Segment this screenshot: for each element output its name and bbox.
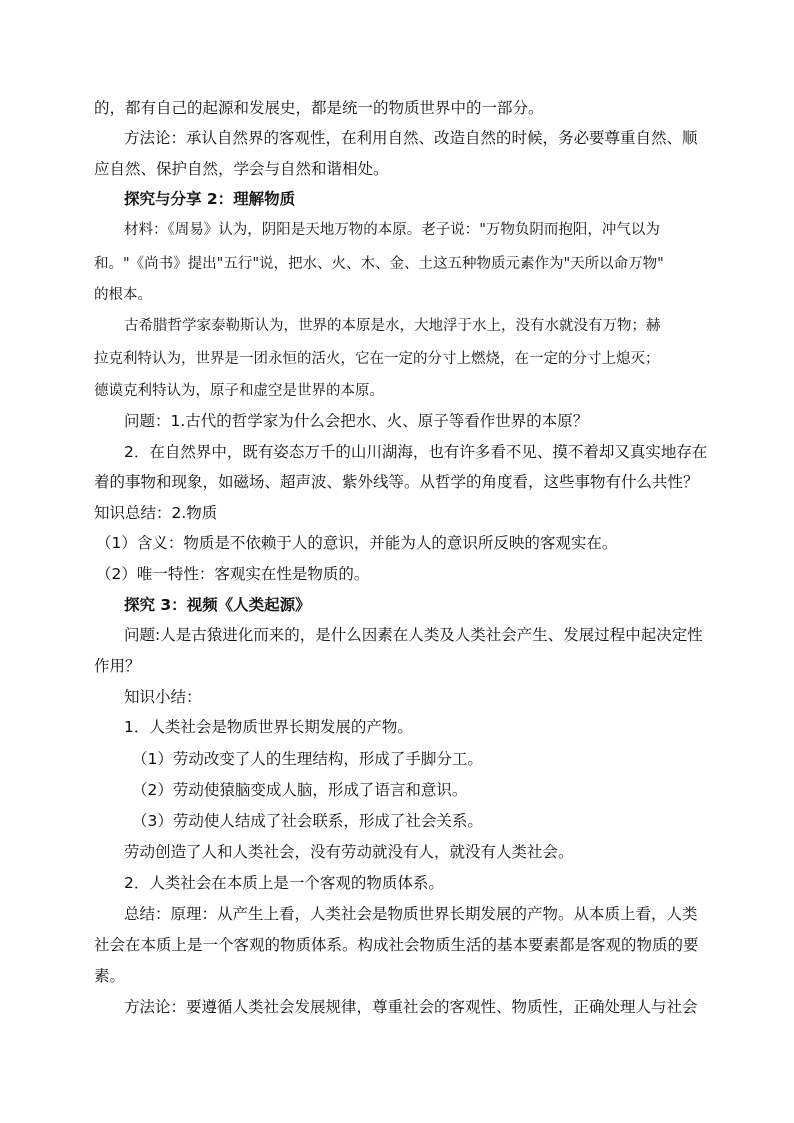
section-heading: 探究 3：视频《人类起源》: [124, 596, 311, 614]
text-line: 德谟克利特认为，原子和虚空是世界的本原。: [94, 383, 384, 399]
text-line: 总结：原理：从产生上看，人类社会是物质世界长期发展的产物。从本质上看，人类: [124, 905, 698, 923]
text-line: 应自然、保护自然，学会与自然和谐相处。: [94, 160, 389, 178]
text-line: 作用？: [94, 657, 141, 675]
text-line: 方法论：承认自然界的客观性，在利用自然、改造自然的时候，务必要尊重自然、顺: [124, 129, 698, 147]
text-line: 问题:人是古猿进化而来的，是什么因素在人类及人类社会产生、发展过程中起决定性: [124, 626, 703, 644]
text-line: 劳动创造了人和人类社会，没有劳动就没有人，就没有人类社会。: [124, 843, 574, 861]
text-line: 知识小结：: [124, 688, 202, 706]
text-line: （2）劳动使猿脑变成人脑，形成了语言和意识。: [132, 781, 468, 799]
text-line: （3）劳动使人结成了社会联系，形成了社会关系。: [132, 812, 483, 830]
text-line: 2．人类社会在本质上是一个客观的物质体系。: [124, 874, 444, 892]
text-line: 方法论：要遵循人类社会发展规律，尊重社会的客观性、物质性，正确处理人与社会: [124, 998, 698, 1016]
text-line: 的根本。: [94, 287, 152, 303]
text-line: 拉克利特认为，世界是一团永恒的活火，它在一定的分寸上燃烧，在一定的分寸上熄灭；: [94, 351, 660, 367]
text-line: 知识总结：2.物质: [94, 504, 218, 522]
text-line: （1）含义：物质是不依赖于人的意识，并能为人的意识所反映的客观实在。: [96, 534, 618, 552]
text-line: 着的事物和现象，如磁场、超声波、紫外线等。从哲学的角度看，这些事物有什么共性？: [94, 473, 699, 491]
text-line: 古希腊哲学家泰勒斯认为，世界的本原是水，大地浮于水上，没有水就没有万物；赫: [124, 318, 661, 334]
text-line: 1．人类社会是物质世界长期发展的产物。: [124, 718, 413, 736]
text-line: 2．在自然界中，既有姿态万千的山川湖海，也有许多看不见、摸不着却又真实地存在: [124, 443, 708, 461]
text-line: 社会在本质上是一个客观的物质体系。构成社会物质生活的基本要素都是客观的物质的要: [94, 936, 699, 954]
section-heading: 探究与分享 2：理解物质: [124, 190, 296, 208]
text-line: 和。"《尚书》提出"五行"说，把水、火、木、金、土这五种物质元素作为"天所以命万物": [94, 256, 664, 272]
text-line: 的，都有自己的起源和发展史，都是统一的物质世界中的一部分。: [94, 99, 544, 117]
text-line: （1）劳动改变了人的生理结构，形成了手脚分工。: [132, 750, 483, 768]
text-line: 材料：《周易》认为，阴阳是天地万物的本原。老子说："万物负阴而抱阳，冲气以为: [124, 222, 660, 238]
text-line: 素。: [94, 967, 126, 985]
text-line: （2）唯一特性：客观实在性是物质的。: [96, 565, 370, 583]
text-line: 问题：1.古代的哲学家为什么会把水、火、原子等看作世界的本原？: [124, 412, 589, 430]
